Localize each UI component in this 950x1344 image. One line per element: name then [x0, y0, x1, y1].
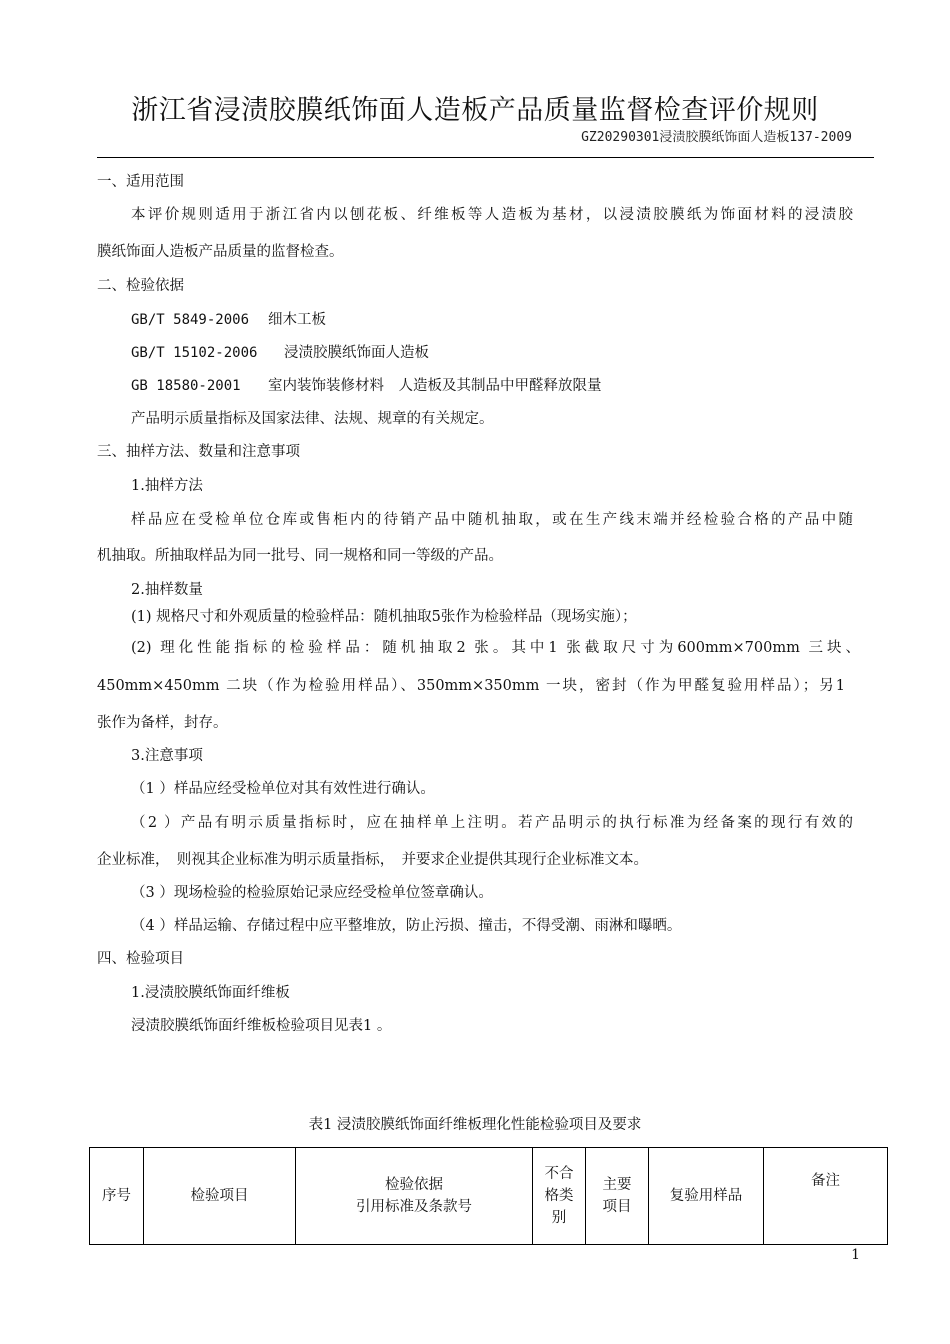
- section-1-paragraph-line-2: 膜纸饰面人造板产品质量的监督检查。: [97, 244, 344, 260]
- section-3-1-line-1: 样品应在受检单位仓库或售柜内的待销产品中随机抽取，或在生产线末端并经检验合格的产品中随: [131, 512, 853, 528]
- header-basis: [296, 1148, 533, 1245]
- section-3-heading: 三、抽样方法、数量和注意事项: [97, 444, 300, 460]
- section-3-3-item-2-line-1: （2 ）产品有明示质量指标时，应在抽样单上注明。若产品明示的执行标准为经备案的现行有效的: [131, 815, 853, 831]
- section-3-3-item-3: （3 ）现场检验的检验原始记录应经受检单位签章确认。: [131, 885, 493, 901]
- section-3-1-heading: 1.抽样方法: [131, 478, 203, 494]
- document-code: GZ20290301浸渍胶膜纸饰面人造板137-2009: [581, 130, 852, 145]
- section-3-3-item-4: （4 ）样品运输、存储过程中应平整堆放，防止污损、撞击，不得受潮、雨淋和曝晒。: [131, 918, 682, 934]
- header-seq: 序号: [90, 1148, 144, 1245]
- section-3-2-item-2-line-2: 450mm×450mm 二块（作为检验用样品）、350mm×350mm 一块，密封（作为甲醛复验用样品）；另1: [97, 678, 845, 694]
- standard-name-1: 细木工板: [268, 312, 326, 328]
- header-nonconformity-line-3: 别: [551, 1210, 567, 1226]
- standard-code-2: GB/T 15102-2006: [131, 345, 258, 361]
- section-3-2-item-2-line-1: (2) 理化性能指标的检验样品：随机抽取2 张。其中1 张截取尺寸为600mm×700mm 三块、: [131, 640, 860, 656]
- standard-name-2: 浸渍胶膜纸饰面人造板: [284, 345, 429, 361]
- header-nonconformity-line-2: 格类: [544, 1188, 574, 1204]
- section-3-1-line-2: 机抽取。所抽取样品为同一批号、同一规格和同一等级的产品。: [97, 548, 503, 564]
- header-main-line-2: 项目: [602, 1199, 632, 1215]
- section-3-2-heading: 2.抽样数量: [131, 582, 203, 598]
- section-2-note: 产品明示质量指标及国家法律、法规、规章的有关规定。: [131, 411, 494, 427]
- section-1-heading: 一、适用范围: [97, 174, 184, 190]
- document-title: 浙江省浸渍胶膜纸饰面人造板产品质量监督检查评价规则: [131, 95, 819, 126]
- section-4-heading: 四、检验项目: [97, 951, 184, 967]
- page-number: 1: [851, 1247, 860, 1263]
- table-header-row: [90, 1148, 888, 1245]
- table-caption: 表1 浸渍胶膜纸饰面纤维板理化性能检验项目及要求: [308, 1117, 642, 1133]
- header-rule: [97, 157, 874, 158]
- header-main-item: [586, 1148, 649, 1245]
- section-3-3-item-2-line-2: 企业标准， 则视其企业标准为明示质量指标， 并要求企业提供其现行企业标准文本。: [97, 852, 648, 868]
- header-basis-line-1: 检验依据: [385, 1177, 443, 1193]
- section-1-paragraph-line-1: 本评价规则适用于浙江省内以刨花板、纤维板等人造板为基材，以浸渍胶膜纸为饰面材料的浸渍胶: [131, 207, 853, 223]
- header-item: 检验项目: [144, 1148, 296, 1245]
- standard-code-1: GB/T 5849-2006: [131, 312, 250, 328]
- section-4-1-note: 浸渍胶膜纸饰面纤维板检验项目见表1 。: [131, 1018, 392, 1034]
- inspection-table: [89, 1147, 888, 1245]
- section-2-heading: 二、检验依据: [97, 278, 184, 294]
- standard-name-3: 室内装饰装修材料 人造板及其制品中甲醛释放限量: [268, 378, 602, 394]
- section-3-2-item-2-line-3: 张作为备样，封存。: [97, 715, 228, 731]
- header-nonconformity-line-1: 不合: [544, 1166, 574, 1182]
- header-nonconformity: [533, 1148, 586, 1245]
- standard-code-3: GB 18580-2001: [131, 378, 241, 394]
- section-3-2-item-1: (1) 规格尺寸和外观质量的检验样品：随机抽取5张作为检验样品（现场实施）；: [131, 609, 637, 625]
- section-4-1-heading: 1.浸渍胶膜纸饰面纤维板: [131, 985, 290, 1001]
- section-3-3-item-1: （1 ）样品应经受检单位对其有效性进行确认。: [131, 781, 435, 797]
- section-3-3-heading: 3.注意事项: [131, 748, 203, 764]
- header-basis-line-2: 引用标准及条款号: [356, 1199, 472, 1215]
- header-main-line-1: 主要: [602, 1177, 632, 1193]
- header-retest-sample: 复验用样品: [649, 1148, 764, 1245]
- header-remark: 备注: [764, 1148, 888, 1245]
